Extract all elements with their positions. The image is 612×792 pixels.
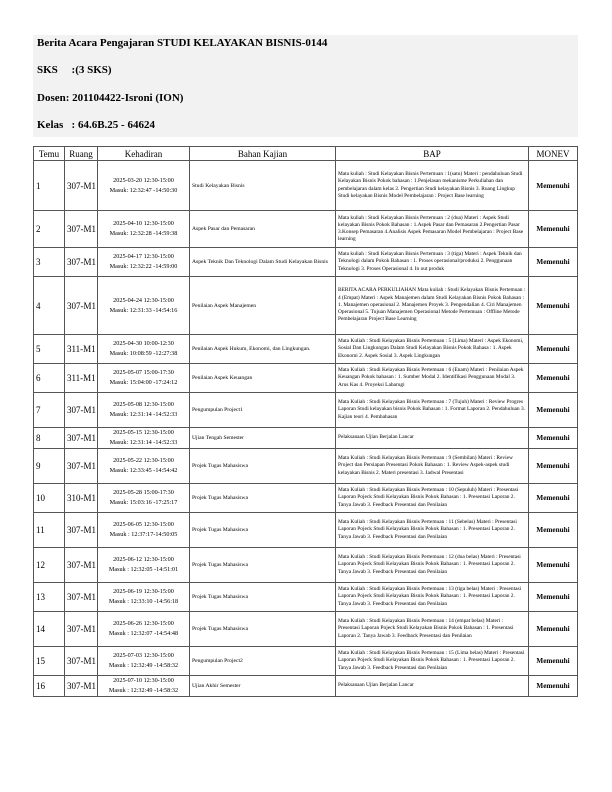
- document-header: [33, 35, 578, 137]
- document-title: Berita Acara Pengajaran STUDI KELAYAKAN BISNIS-0144: [37, 37, 328, 49]
- column-header-bahan-kajian: Bahan Kajian: [190, 147, 336, 161]
- meeting-number: 5: [34, 335, 65, 364]
- monev-status: Memenuhi: [529, 484, 578, 513]
- study-material: Ujian Tengah Semester: [190, 428, 336, 449]
- monev-status: Memenuhi: [529, 449, 578, 484]
- bap-description: Mata Kuliah : Studi Kelayakan Bisnis Pertemuan : 13 (tiga belas) Materi : Presentasi Laporan Pojeck Studi Kelayakan Bisnis Pokok Bahasan : 1. Presentasi Laporan 2. Tanya Jawab 3. Feedback Presentasi dan Penilaian: [336, 583, 529, 612]
- study-material: Pengumpulan Project2: [190, 647, 336, 676]
- attendance-cell: [98, 449, 190, 484]
- attendance-cell: [98, 248, 190, 277]
- schedule-time: 2025-04-17 12:30-15:00: [113, 253, 174, 260]
- table-row: [34, 335, 578, 364]
- study-material: Penilaian Aspek Hukum, Ekonomi, dan Lingkungan.: [190, 335, 336, 364]
- checkin-time: Masuk: 15:03:16 -17:25:17: [109, 499, 178, 506]
- meeting-number: 11: [34, 513, 65, 548]
- bap-description: Mata Kuliah : Studi Kelayakan Bisnis Pertemuan : 9 (Sembilan) Materi : Review Project dan Persiapan Presentasi Pokok Bahasan : 1. Review Aspek-aspek studi kelayakan Bisnis 2. Materi presentasi 3. Jadwal Presentasi: [336, 449, 529, 484]
- meeting-number: 14: [34, 612, 65, 647]
- table-row: [34, 428, 578, 449]
- room-code: 307-M1: [65, 647, 98, 676]
- table-row: [34, 449, 578, 484]
- checkin-time: Masuk: 12:31:14 -14:52:33: [109, 439, 178, 446]
- study-material: Projek Tugas Mahasiswa: [190, 513, 336, 548]
- table-row: [34, 548, 578, 583]
- study-material: Studi Kelayakan Bisnis: [190, 161, 336, 211]
- bap-description: Mata Kuliah : Studi Kelayakan Bisnis Pertemuan : 15 (Lima belas) Materi : Presentasi Laporan Pojeck Studi Kelayakan Bisnis Pokok Bahasan : 1. Presentasi Laporan 2. Tanya Jawab 3. Feedback Presentasi dan Penilaian: [336, 647, 529, 676]
- bap-description: Mata kuliah : Studi Kelayakan Bisnis Pertemuan : 2 (dua) Materi : Aspek Studi kelayakan Bisnis Pokok Bahasan : 1.Aspek Pasar dan Pemasaran 2.Pengertian Pasar 3.Konsep Pemasaran 4.Analisis Aspek Pemasaran Model Pembelajaran : Project Base learning: [336, 211, 529, 248]
- room-code: 307-M1: [65, 428, 98, 449]
- bap-description: Mata Kuliah : Studi Kelayakan Bisnis Pertemuan : 7 (Tujuh) Materi : Review Progres Laporan Studi kelayakan bisnis Pokok Bahasan : 1. Format Laporan 2. Pendahuluan 3. Kajian teori 4. Pembahasan: [336, 393, 529, 428]
- table-row: [34, 161, 578, 211]
- monev-status: Memenuhi: [529, 335, 578, 364]
- table-row: [34, 211, 578, 248]
- monev-status: Memenuhi: [529, 548, 578, 583]
- monev-status: Memenuhi: [529, 428, 578, 449]
- room-code: 307-M1: [65, 583, 98, 612]
- checkin-time: Masuk : 12:32:49 -14:58:32: [108, 662, 179, 669]
- room-code: 311-M1: [65, 364, 98, 393]
- table-row: [34, 612, 578, 647]
- room-code: 307-M1: [65, 449, 98, 484]
- meeting-number: 15: [34, 647, 65, 676]
- dosen-info: Dosen: 201104422-Isroni (ION): [37, 92, 184, 104]
- table-row: [34, 277, 578, 335]
- table-row: [34, 676, 578, 697]
- table-row: [34, 484, 578, 513]
- study-material: Projek Tugas Mahasiswa: [190, 484, 336, 513]
- schedule-time: 2025-04-10 12:30-15:00: [113, 220, 174, 227]
- bap-description: Mata Kuliah : Studi Kelayakan Bisnis Pertemuan : 12 (dua belas) Materi : Presentasi Laporan Pojeck Studi Kelayakan Bisnis Pokok Bahasan : 1. Presentasi Laporan 2. Tanya Jawab 3. Feedback Presentasi dan Penilaian: [336, 548, 529, 583]
- bap-description: Pelaksanaan Ujian Berjalan Lancar: [336, 676, 529, 697]
- monev-status: Memenuhi: [529, 248, 578, 277]
- meeting-number: 2: [34, 211, 65, 248]
- room-code: 307-M1: [65, 161, 98, 211]
- table-row: [34, 364, 578, 393]
- table-row: [34, 248, 578, 277]
- schedule-time: 2025-05-22 12:30-15:00: [113, 457, 174, 464]
- attendance-cell: [98, 393, 190, 428]
- checkin-time: Masuk: 15:04:00 -17:24:12: [109, 379, 178, 386]
- table-header-row: [34, 147, 578, 161]
- column-header-monev: MONEV: [529, 147, 578, 161]
- bap-description: Mata kuliah : Studi Kelayakan Bisnis Pertemuan : 1(satu) Materi : pendahuluan Studi Kelayakan Bisnis Pokok bahasan : 1.Penjelasan mekanisme Perkuliahan dan pembelajaran dalam kelas 2. Pengertian Studi kelayakan Bisnis 3. Ruang Lingkup Studi kelayakan Bisnis Model Pembelajaran : Project Base learning: [336, 161, 529, 211]
- checkin-time: Masuk : 12:37:17-14:50:05: [109, 531, 178, 538]
- meeting-number: 9: [34, 449, 65, 484]
- meeting-number: 6: [34, 364, 65, 393]
- checkin-time: Masuk: 10:08:59 -12:27:38: [109, 350, 178, 357]
- schedule-time: 2025-06-26 12:30-15:00: [113, 620, 174, 627]
- checkin-time: Masuk : 12:33:10 -14:56:18: [108, 598, 179, 605]
- bap-description: Mata Kuliah : Studi Kelayakan Bisnis Pertemuan : 10 (Sepuluh) Materi : Presentasi Laporan Pojeck Studi Kelayakan Bisnis Pokok Bahasan : 1. Presentasi Laporan 2. Tanya Jawab 3. Feedback Presentasi dan Penilaian: [336, 484, 529, 513]
- room-code: 310-M1: [65, 484, 98, 513]
- column-header-ruang: Ruang: [65, 147, 98, 161]
- attendance-cell: [98, 583, 190, 612]
- table-row: [34, 513, 578, 548]
- study-material: Aspek Pasar dan Pemasaran: [190, 211, 336, 248]
- table-row: [34, 393, 578, 428]
- schedule-time: 2025-05-28 15:00-17:30: [113, 489, 174, 496]
- bap-description: Mata Kuliah : Studi Kelayakan Bisnis Pertemuan : 6 (Enam) Materi : Penilaian Aspek Keuangan Pokok bahasan : 1. Sumber Modal 2. Identifikasi Penggunaan Modal 3. Arus Kas 4. Proyeksi Labarugi: [336, 364, 529, 393]
- meeting-number: 16: [34, 676, 65, 697]
- monev-status: Memenuhi: [529, 364, 578, 393]
- monev-status: Memenuhi: [529, 612, 578, 647]
- attendance-cell: [98, 676, 190, 697]
- checkin-time: Masuk : 12:32:49 -14:58:32: [108, 687, 179, 694]
- meeting-number: 4: [34, 277, 65, 335]
- teaching-record-table: [33, 146, 578, 697]
- attendance-cell: [98, 612, 190, 647]
- schedule-time: 2025-05-08 12:30-15:00: [113, 401, 174, 408]
- schedule-time: 2025-06-19 12:30-15:00: [113, 588, 174, 595]
- schedule-time: 2025-07-10 12:30-15:00: [113, 677, 174, 684]
- sks-info: SKS :(3 SKS): [37, 64, 112, 76]
- checkin-time: Masuk: 12:31:14 -14:52:33: [109, 411, 178, 418]
- study-material: Penilaian Aspek Keuangan: [190, 364, 336, 393]
- room-code: 307-M1: [65, 612, 98, 647]
- column-header-temu: Temu: [34, 147, 65, 161]
- meeting-number: 3: [34, 248, 65, 277]
- attendance-cell: [98, 428, 190, 449]
- room-code: 311-M1: [65, 335, 98, 364]
- schedule-time: 2025-05-07 15:00-17:30: [113, 369, 174, 376]
- meeting-number: 13: [34, 583, 65, 612]
- column-header-kehadiran: Kehadiran: [98, 147, 190, 161]
- bap-description: Pelaksanaan Ujian Berjalan Lancar: [336, 428, 529, 449]
- schedule-time: 2025-04-24 12:30-15:00: [113, 296, 174, 304]
- attendance-cell: [98, 364, 190, 393]
- study-material: Projek Tugas Mahasiswa: [190, 449, 336, 484]
- monev-status: Memenuhi: [529, 211, 578, 248]
- room-code: 307-M1: [65, 676, 98, 697]
- study-material: Projek Tugas Mahasiswa: [190, 548, 336, 583]
- attendance-cell: [98, 513, 190, 548]
- schedule-time: 2025-06-12 12:30-15:00: [113, 556, 174, 563]
- monev-status: Memenuhi: [529, 161, 578, 211]
- bap-description: BERITA ACARA PERKULIAHAN Mata kuliah : Studi Kelayakan Bisnis Pertemuan : 4 (Empat) Materi : Aspek Manajemen dalam Studi Kelayakan Bisnis Pokok Bahasan : 1. Manajemen operasional 2. Manajemen Proyek 3. Pengendalian 4. Ciri Manajemen Operasional 5. Tujuan Manajemen Operasional Metode Pertemuan : Offline Metode Pembelajaran Project Base Learning: [336, 277, 529, 335]
- room-code: 307-M1: [65, 393, 98, 428]
- monev-status: Memenuhi: [529, 647, 578, 676]
- monev-status: Memenuhi: [529, 277, 578, 335]
- room-code: 307-M1: [65, 277, 98, 335]
- study-material: Aspek Teknik Dan Teknologi Dalam Studi Kelayakan Bisnis: [190, 248, 336, 277]
- checkin-time: Masuk : 12:32:07 -14:54:48: [108, 630, 179, 637]
- kelas-info: Kelas : 64.6B.25 - 64624: [37, 119, 155, 131]
- bap-description: Mata Kuliah : Studi Kelayakan Bisnis Pertemuan : 5 (Lima) Materi : Aspek Ekonomi, Sosial Dan Lingkungan Dalam Studi Kelayakan Bisnis Pokok Bahasa : 1. Aspek Ekonomi 2. Aspek Sosial 3. Aspek Lingkungan: [336, 335, 529, 364]
- schedule-time: 2025-06-05 12:30-15:00: [113, 521, 174, 528]
- monev-status: Memenuhi: [529, 583, 578, 612]
- attendance-cell: [98, 335, 190, 364]
- attendance-cell: [98, 548, 190, 583]
- attendance-cell: [98, 484, 190, 513]
- checkin-time: Masuk : 12:32:05 -14:51:01: [108, 566, 179, 573]
- schedule-time: 2025-05-15 12:30-15:00: [113, 429, 174, 436]
- meeting-number: 1: [34, 161, 65, 211]
- meeting-number: 8: [34, 428, 65, 449]
- meeting-number: 10: [34, 484, 65, 513]
- attendance-cell: [98, 647, 190, 676]
- schedule-time: 2025-07-03 12:30-15:00: [113, 652, 174, 659]
- schedule-time: 2025-04-30 10:00-12:30: [113, 340, 174, 347]
- monev-status: Memenuhi: [529, 393, 578, 428]
- study-material: Projek Tugas Mahasiswa: [190, 583, 336, 612]
- checkin-time: Masuk: 12:33:45 -14:54:42: [109, 467, 178, 474]
- bap-description: Mata Kuliah : Studi Kelayakan Bisnis Pertemuan : 11 (Sebelas) Materi : Presentasi Laporan Pojeck Studi Kelayakan Bisnis Pokok Bahasan : 1. Presentasi Laporan 2. Tanya Jawab 3. Feedback Presentasi dan Penilaian: [336, 513, 529, 548]
- column-header-bap: BAP: [336, 147, 529, 161]
- checkin-time: Masuk: 12:32:28 -14:59:38: [109, 230, 178, 237]
- attendance-cell: [98, 277, 190, 335]
- table-row: [34, 583, 578, 612]
- meeting-number: 7: [34, 393, 65, 428]
- meeting-number: 12: [34, 548, 65, 583]
- study-material: Projek Tugas Mahasiswa: [190, 612, 336, 647]
- study-material: Ujian Akhir Semester: [190, 676, 336, 697]
- checkin-time: Masuk: 12:32:22 -14:59:00: [109, 263, 178, 270]
- attendance-cell: [98, 161, 190, 211]
- room-code: 307-M1: [65, 248, 98, 277]
- room-code: 307-M1: [65, 548, 98, 583]
- monev-status: Memenuhi: [529, 513, 578, 548]
- table-row: [34, 647, 578, 676]
- bap-description: Mata kuliah : Studi Kelayakan Bisnis Pertemuan : 3 (tiga) Materi : Aspek Teknik dan Teknologi dalam Pokok Bahasan : 1. Proses operasional/produksi 2. Penggunaan Teknologi 3. Proses Operasional 4. In out produk: [336, 248, 529, 277]
- attendance-cell: [98, 211, 190, 248]
- schedule-time: 2025-03-20 12:30-15:00: [113, 176, 174, 184]
- room-code: 307-M1: [65, 513, 98, 548]
- checkin-time: Masuk: 12:31:33 -14:54:16: [109, 306, 178, 314]
- room-code: 307-M1: [65, 211, 98, 248]
- study-material: Pengumpulan Project1: [190, 393, 336, 428]
- checkin-time: Masuk: 12:32:47 -14:50:30: [109, 186, 178, 194]
- monev-status: Memenuhi: [529, 676, 578, 697]
- bap-description: Mata Kuliah : Studi Kelayakan Bisnis Pertemuan : 14 (empat belas) Materi : Presentasi Laporan Pojeck Studi Kelayakan Bisnis Pokok Bahasan : 1. Presentasi Laporan 2. Tanya Jawab 3. Feedback Presentasi dan Penilaian: [336, 612, 529, 647]
- study-material: Penilaian Aspek Manajemen: [190, 277, 336, 335]
